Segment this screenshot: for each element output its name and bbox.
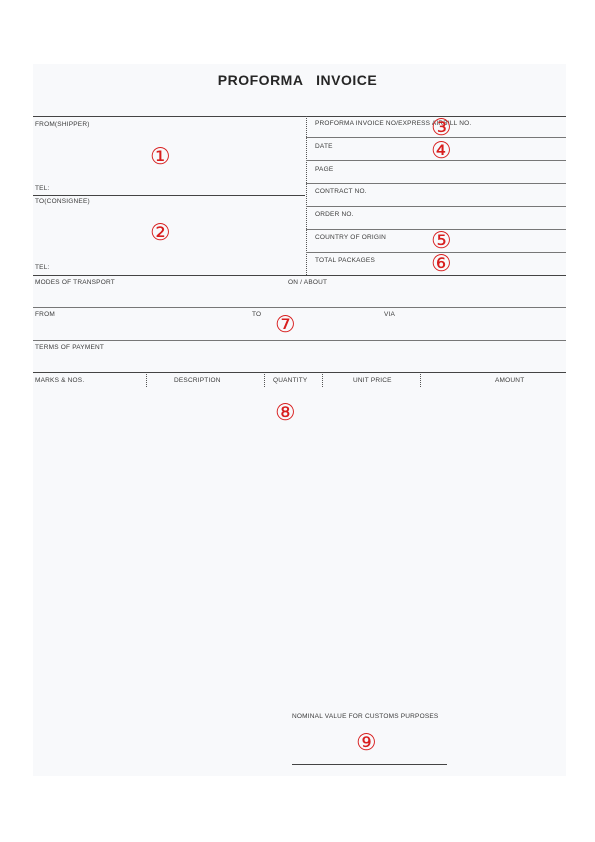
date-line bbox=[306, 160, 566, 161]
col-divider-1 bbox=[146, 374, 147, 387]
invoice-sheet bbox=[33, 64, 566, 776]
shipper-label: FROM(SHIPPER) bbox=[35, 121, 90, 128]
route-line bbox=[33, 340, 566, 341]
col-amount: AMOUNT bbox=[495, 377, 525, 384]
shipper-tel-label: TEL: bbox=[35, 185, 50, 192]
col-unit-price: UNIT PRICE bbox=[353, 377, 392, 384]
invoice-no-marker: ③ bbox=[431, 115, 452, 141]
order-no-label: ORDER NO. bbox=[315, 211, 354, 218]
to-label: TO bbox=[252, 311, 262, 318]
upper-block-divider bbox=[33, 275, 566, 276]
top-divider bbox=[33, 116, 566, 117]
consignee-label: TO(CONSIGNEE) bbox=[35, 198, 90, 205]
transport-marker: ⑦ bbox=[275, 312, 296, 338]
nominal-value-label: NOMINAL VALUE FOR CUSTOMS PURPOSES bbox=[292, 713, 439, 720]
contract-no-line bbox=[306, 206, 566, 207]
col-divider-4 bbox=[420, 374, 421, 387]
col-description: DESCRIPTION bbox=[174, 377, 221, 384]
col-divider-3 bbox=[322, 374, 323, 387]
items-marker: ⑧ bbox=[275, 400, 296, 426]
shipper-divider bbox=[33, 195, 305, 196]
consignee-tel-label: TEL: bbox=[35, 264, 50, 271]
payment-line bbox=[33, 372, 566, 373]
country-of-origin-marker: ⑤ bbox=[431, 228, 452, 254]
on-about-label: ON / ABOUT bbox=[288, 279, 328, 286]
nominal-value-line bbox=[292, 764, 447, 765]
modes-of-transport-label: MODES OF TRANSPORT bbox=[35, 279, 115, 286]
contract-no-label: CONTRACT NO. bbox=[315, 188, 367, 195]
total-packages-label: TOTAL PACKAGES bbox=[315, 257, 375, 264]
page-label: PAGE bbox=[315, 166, 334, 173]
col-marks-nos: MARKS & NOS. bbox=[35, 377, 85, 384]
col-quantity: QUANTITY bbox=[273, 377, 308, 384]
terms-of-payment-label: TERMS OF PAYMENT bbox=[35, 344, 105, 351]
total-packages-marker: ⑥ bbox=[431, 251, 452, 277]
date-label: DATE bbox=[315, 143, 333, 150]
via-label: VIA bbox=[384, 311, 396, 318]
from-label: FROM bbox=[35, 311, 55, 318]
shipper-marker: ① bbox=[150, 144, 171, 170]
col-divider-2 bbox=[264, 374, 265, 387]
page-title: PROFORMA INVOICE bbox=[217, 72, 378, 88]
country-of-origin-label: COUNTRY OF ORIGIN bbox=[315, 234, 387, 241]
consignee-marker: ② bbox=[150, 220, 171, 246]
invoice-no-label: PROFORMA INVOICE NO/EXPRESS AIRBILL NO. bbox=[315, 120, 472, 127]
date-marker: ④ bbox=[431, 138, 452, 164]
transport-line bbox=[33, 307, 566, 308]
page-line bbox=[306, 183, 566, 184]
nominal-value-marker: ⑨ bbox=[356, 730, 377, 756]
